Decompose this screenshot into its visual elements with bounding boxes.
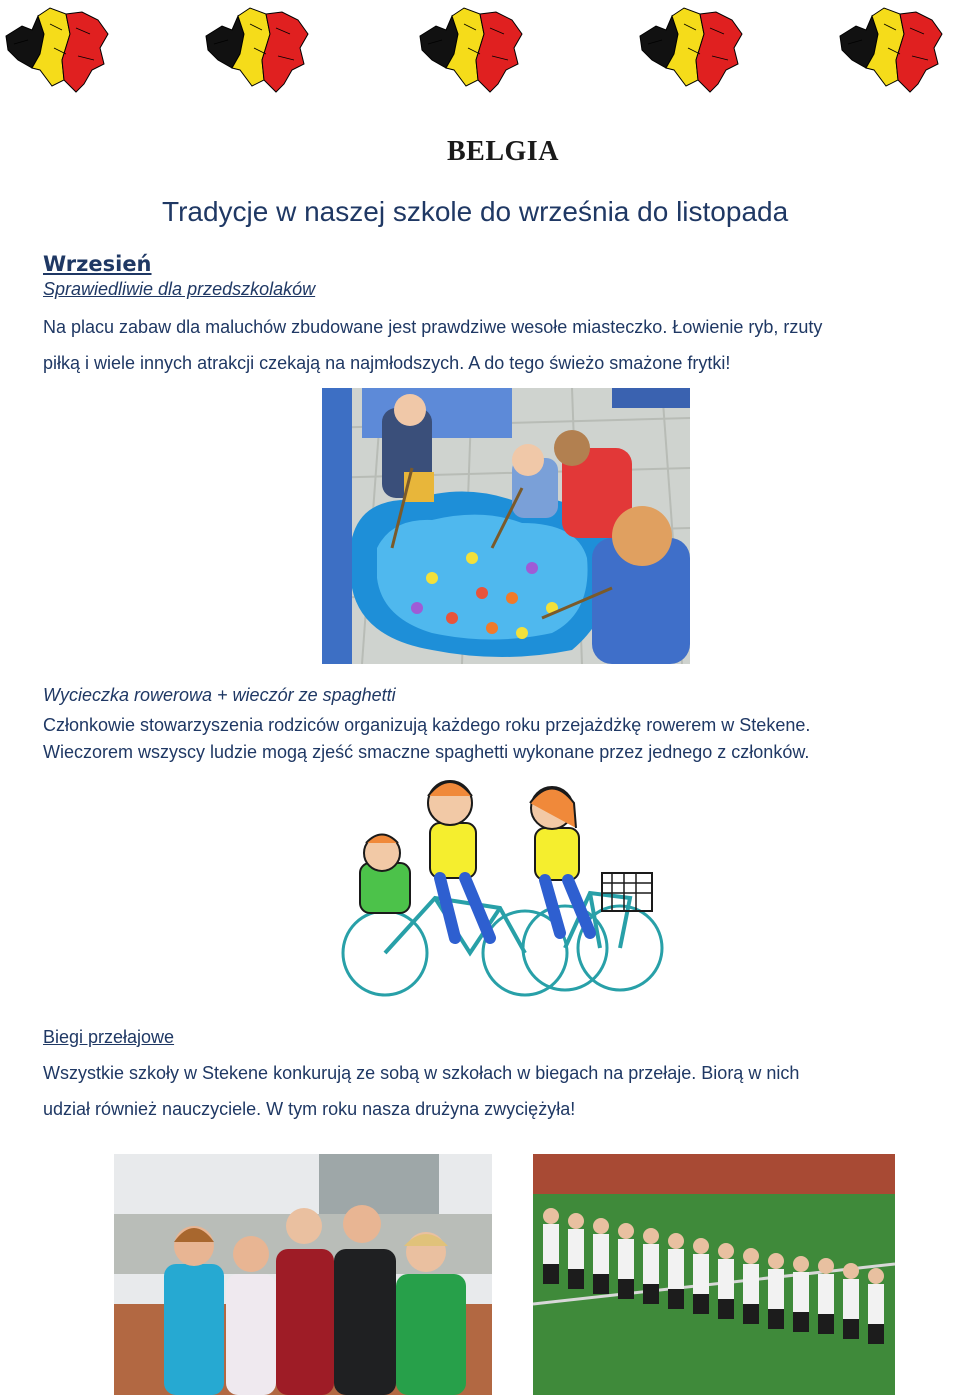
paragraph-line: Wieczorem wszyscy ludzie mogą zjeść smaczne spaghetti wykonane przez jednego z członków. — [43, 742, 810, 762]
paragraph-line: Wszystkie szkoły w Stekene konkurują ze sobą w szkołach w biegach na przełaje. Biorą w nich — [43, 1063, 800, 1083]
belgium-map-icon — [638, 4, 744, 94]
section-heading: Sprawiedliwie dla przedszkolaków — [43, 279, 316, 299]
month-heading: Wrzesień — [43, 252, 152, 276]
runners-photo — [533, 1154, 895, 1395]
page-subtitle: Tradycje w naszej szkole do września do listopada — [162, 196, 789, 227]
paragraph-line: udział również nauczyciele. W tym roku nasza drużyna zwyciężyła! — [43, 1099, 576, 1119]
belgium-map-icon — [838, 4, 944, 94]
page-title: BELGIA — [447, 136, 559, 167]
section-heading: Biegi przełajowe — [43, 1027, 175, 1047]
belgium-map-icon — [4, 4, 110, 94]
fishing-game-photo — [322, 388, 690, 664]
belgium-map-icon — [204, 4, 310, 94]
teachers-photo — [114, 1154, 492, 1395]
section-heading: Wycieczka rowerowa + wieczór ze spaghetti — [43, 685, 396, 705]
paragraph-line: piłką i wiele innych atrakcji czekają na najmłodszych. A do tego świeżo smażone frytki! — [43, 353, 731, 373]
paragraph-line: Członkowie stowarzyszenia rodziców organizują każdego roku przejażdżkę rowerem w Stekene. — [43, 715, 811, 735]
cycling-family-illustration — [340, 768, 670, 1006]
paragraph-line: Na placu zabaw dla maluchów zbudowane jest prawdziwe wesołe miasteczko. Łowienie ryb, rzuty — [43, 317, 823, 337]
belgium-map-icon — [418, 4, 524, 94]
